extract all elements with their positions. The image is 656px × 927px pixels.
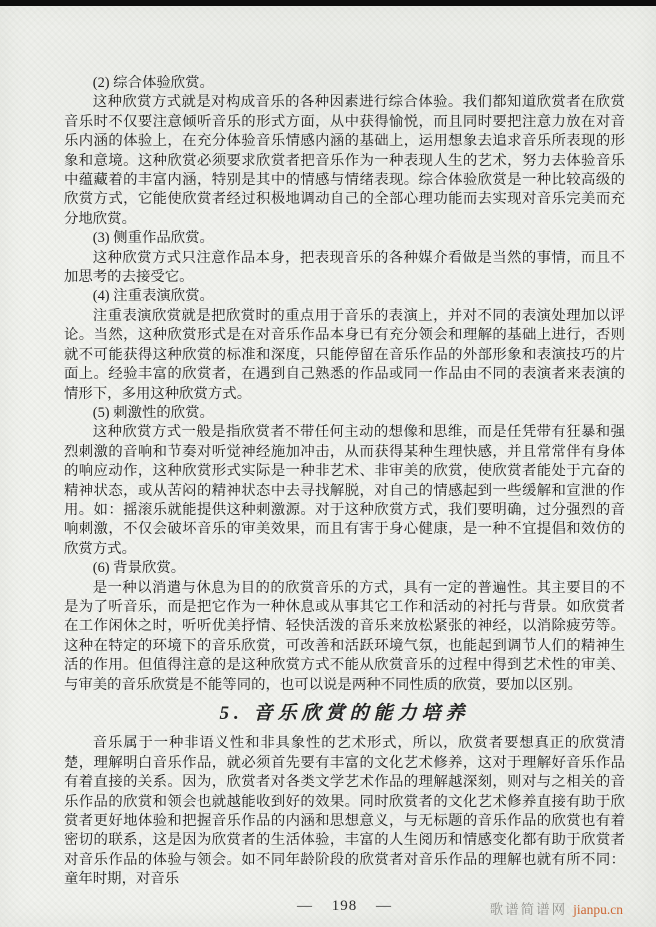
watermark-site-url: jianpu.cn — [573, 902, 623, 917]
paragraph-background-listening: 是一种以消遣与休息为目的的欣赏音乐的方式，具有一定的普遍性。其主要目的不是为了听音乐，而是把它作为一种休息或从事其它工作和活动的衬托与背景。如欣赏者在工作闲休之时，听听优美抒情、轻快活泼的音乐来放松紧张的神经，以消除疲劳等。这种在特定的环境下的音乐欣赏，可改善和活跃环境气氛，也能起到调节人们的精神生活的作用。但值得注意的是这种欣赏方式不能从欣赏音乐的过程中得到艺术性的审美、与审美的音乐欣赏是不能等同的，也可以说是两种不同性质的欣赏，要加以区别。 — [64, 579, 625, 693]
section-heading: 5. 音乐欣赏的能力培养 — [219, 703, 470, 724]
paragraph-comprehensive-experience: 这种欣赏方式就是对构成音乐的各种因素进行综合体验。我们都知道欣赏者在欣赏音乐时不仅要注意倾听音乐的形式方面，从中获得愉悦，而且同时要把注意力放在对音乐内涵的体验上，在充分体验音乐情感内涵的基础上，运用想象去追求音乐所表现的形象和意境。这种欣赏必须要求欣赏者把音乐作为一种表现人生的艺术，努力去体验音乐中蕴藏着的丰富内涵，特别是其中的情感与情绪表现。综合体验欣赏是一种比较高级的欣赏方式，它能使欣赏者经过积极地调动自己的全部心理功能而去实现对音乐完美而充分地欣赏。 — [64, 94, 625, 227]
page-content — [64, 74, 625, 916]
page-number: — 198 — — [297, 897, 392, 914]
item-heading-2: (2) 综合体验欣赏。 — [92, 75, 214, 91]
scan-edge-strip — [0, 0, 656, 6]
item-heading-4: (4) 注重表演欣赏。 — [92, 288, 214, 305]
item-heading-6: (6) 背景欣赏。 — [92, 560, 186, 577]
item-heading-3: (3) 侧重作品欣赏。 — [92, 230, 214, 247]
watermark — [490, 898, 623, 918]
paragraph-performance-focused: 注重表演欣赏就是把欣赏时的重点用于音乐的表演上，并对不同的表演处理加以评论。当然，这种欣赏形式是在对音乐作品本身已有充分领会和理解的基础上进行，否则就不可能获得这种欣赏的标准和深度，只能停留在音乐作品的外部形象和表演技巧的片面上。经验丰富的欣赏者，在遇到自己熟悉的作品或同一作品由不同的表演者来表演的情形下，多用这种欣赏方式。 — [64, 307, 625, 402]
watermark-site-name: 歌谱简谱网 — [489, 902, 568, 917]
paragraph-ability-cultivation: 音乐属于一种非语义性和非具象性的艺术形式，所以，欣赏者要想真正的欣赏清楚，理解明白音乐作品，就必须首先要有丰富的文化艺术修养，这对于理解好音乐作品有着直接的关系。因为，欣赏者对各类文学艺术作品的理解越深刻，则对与之相关的音乐作品的欣赏和领会也就越能收到好的效果。同时欣赏者的文化艺术修养直接有助于欣赏者更好地体验和把握音乐作品的内涵和思想意义，与无标题的音乐作品的欣赏也有着密切的联系，这是因为欣赏者的生活体验，丰富的人生阅历和情感变化都有助于欣赏者对音乐作品的体验与领会。如不同年龄阶段的欣赏者对音乐作品的理解也就有所不同：童年时期，对音乐 — [64, 735, 625, 888]
paragraph-stimulative-listening: 这种欣赏方式一般是指欣赏者不带任何主动的想像和思维，而是任凭带有狂暴和强烈刺激的音响和节奏对听觉神经施加冲击，从而获得某种生理快感，并且常常伴有身体的响应动作，这种欣赏形式实际是一种非艺术、非审美的欣赏，使欣赏者能处于亢奋的精神状态，或从苦闷的精神状态中去寻找解脱，对自己的情感起到一些缓解和宣泄的作用。如：摇滚乐就能提供这种刺激源。对于这种欣赏方式，我们要明确，过分强烈的音响刺激，不仅会破坏音乐的审美效果，而且有害于身心健康，是一种不宜提倡和效仿的欣赏方式。 — [64, 424, 625, 557]
paragraph-work-focused: 这种欣赏方式只注意作品本身，把表现音乐的各种媒介看做是当然的事情，而且不加思考的去接受它。 — [64, 249, 625, 286]
item-heading-5: (5) 刺激性的欣赏。 — [92, 404, 214, 421]
